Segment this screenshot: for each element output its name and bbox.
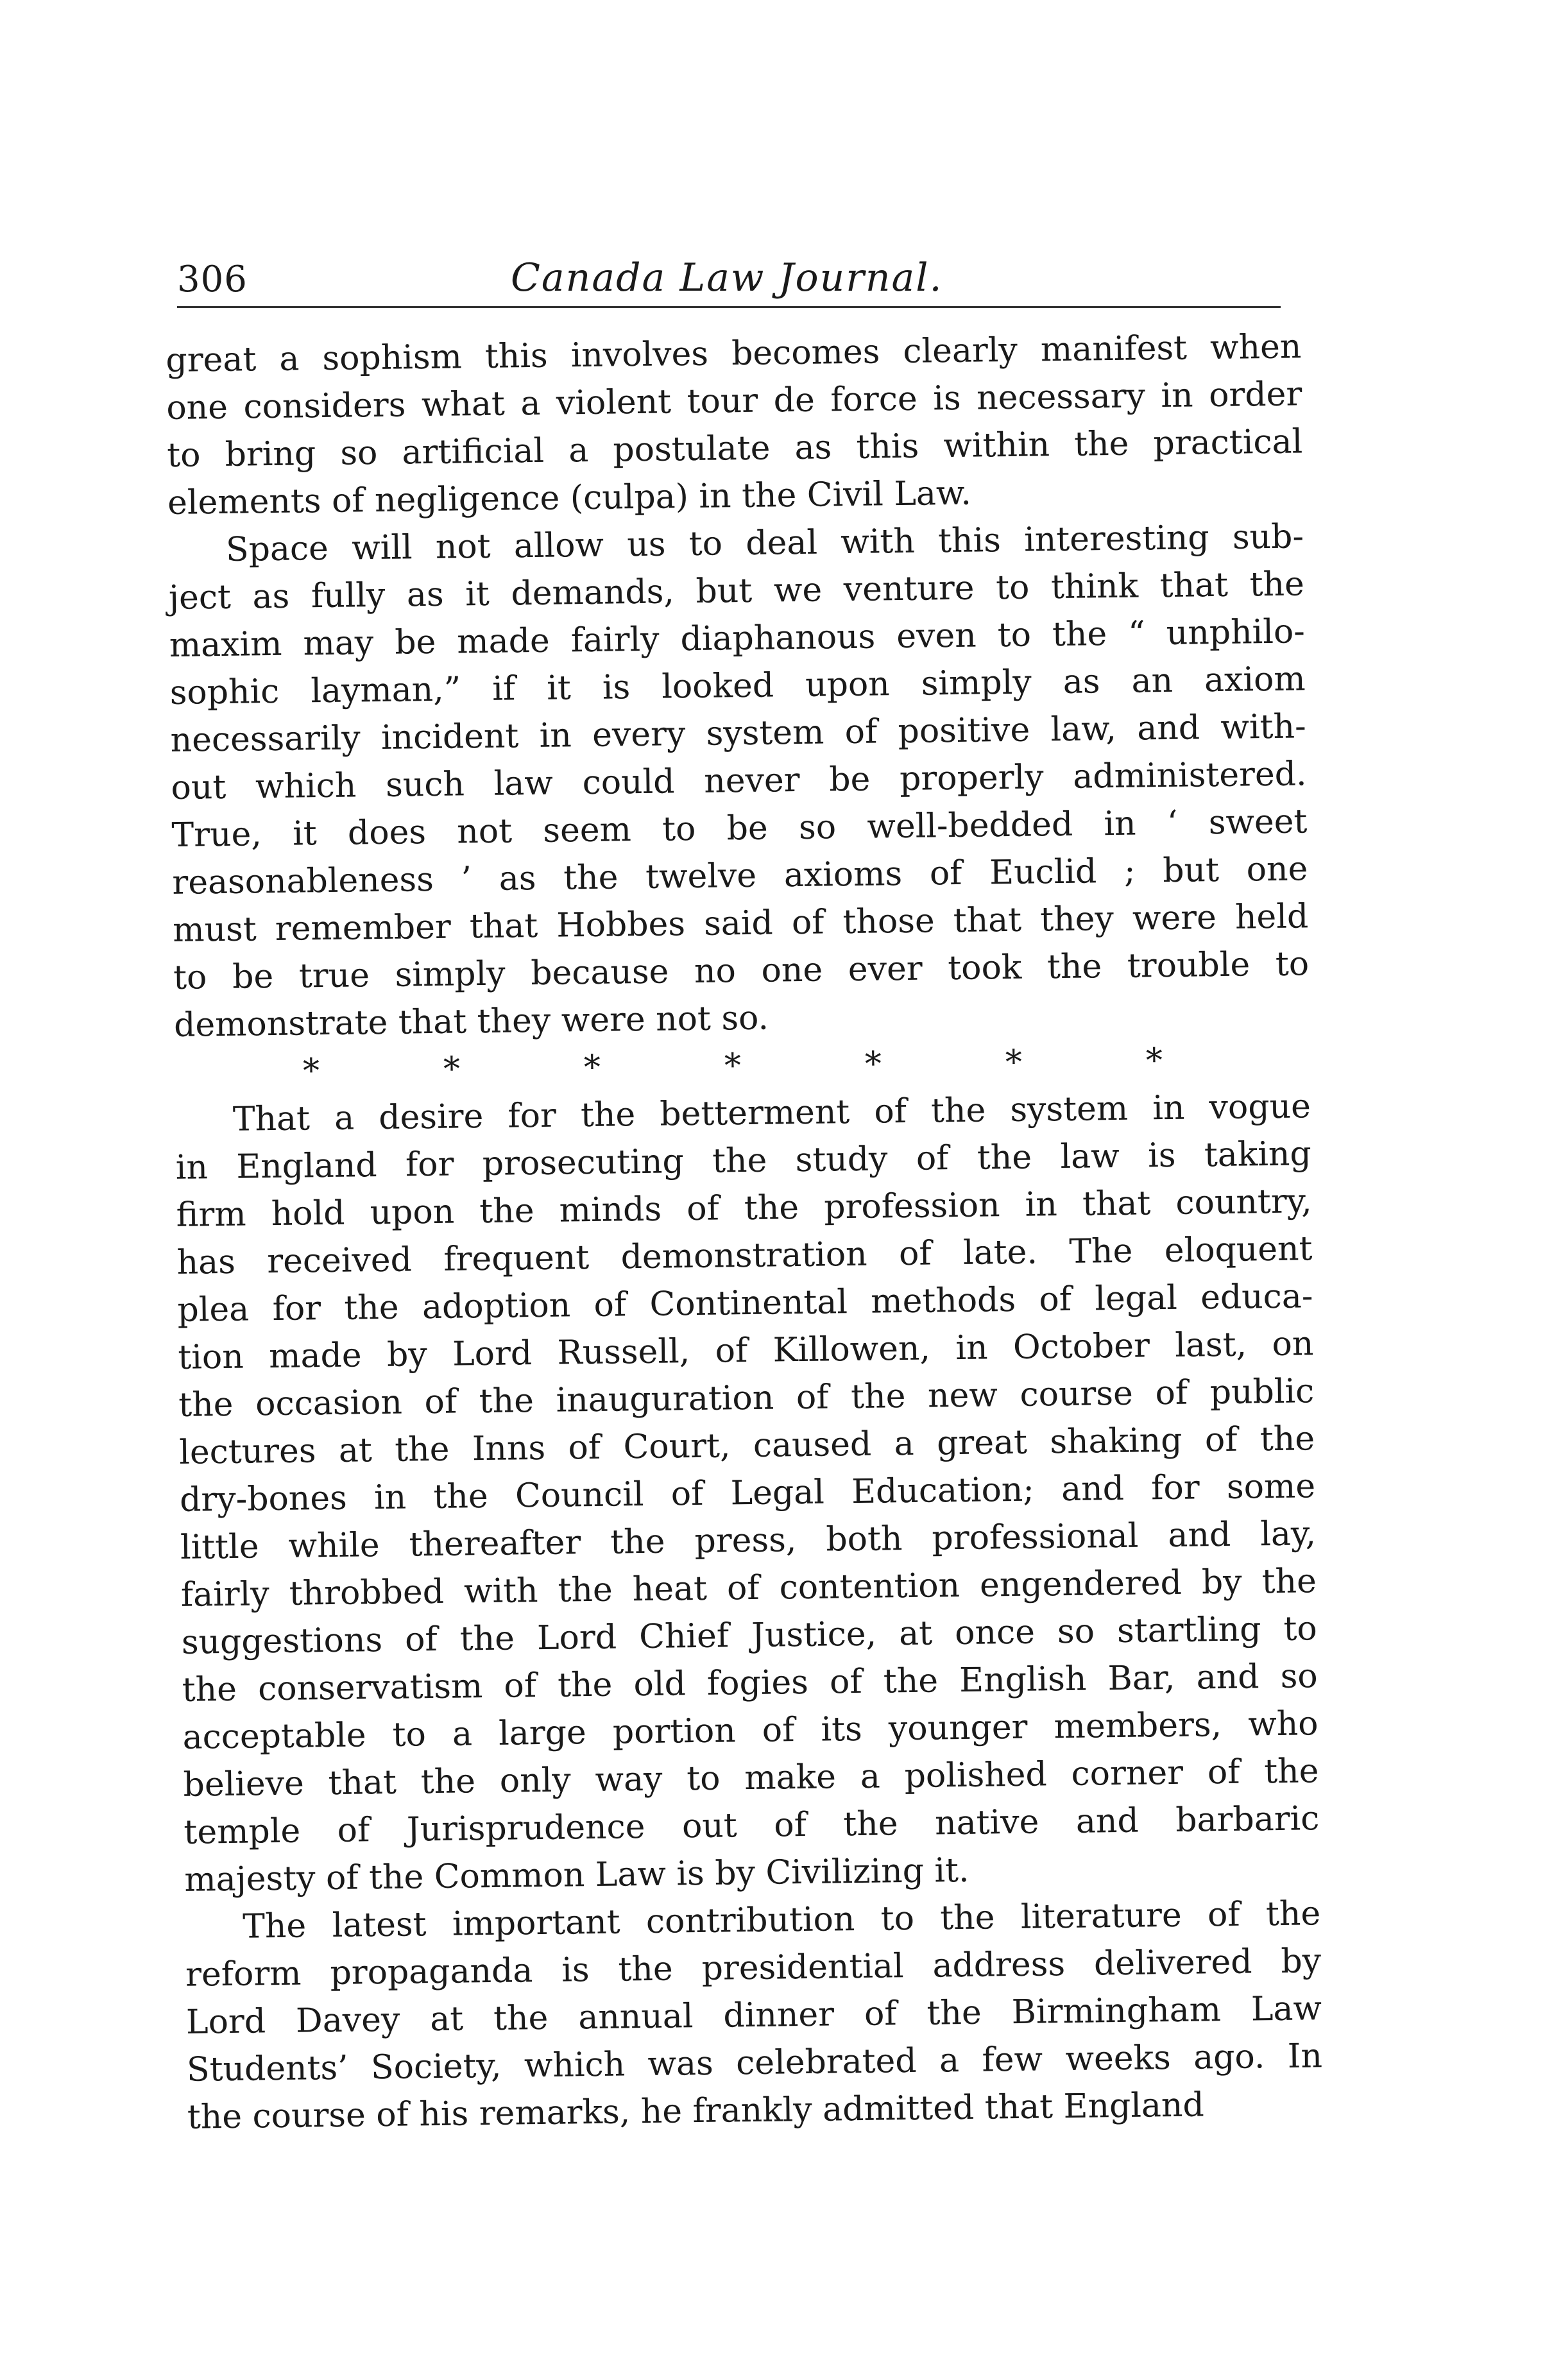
text-line: in England for prosecuting the study of the law is taking [175, 1134, 1312, 1187]
separator-asterisk: * [583, 1048, 601, 1088]
paragraph [168, 513, 1310, 1049]
text-line: the conservatism of the old fogies of the English Bar, and so [182, 1657, 1318, 1709]
text-line: fairly throbbed with the heat of contention engendered by the [180, 1562, 1317, 1614]
text-line: suggestions of the Lord Chief Justice, at once so startling to [181, 1609, 1318, 1662]
paragraph [175, 1083, 1320, 1904]
page-number: 306 [177, 259, 248, 300]
paragraph [185, 1890, 1323, 2141]
text-line: firm hold upon the minds of the profession in that country, [176, 1182, 1312, 1235]
text-line: tion made by Lord Russell, of Killowen, in October last, on [178, 1324, 1314, 1377]
text-line: That a desire for the betterment of the system in vogue [232, 1087, 1311, 1139]
header-rule [177, 306, 1281, 308]
text-line: True, it does not seem to be so well-bedded in ‘ sweet [171, 802, 1308, 855]
text-line: Space will not allow us to deal with this interesting sub- [225, 517, 1304, 569]
separator-asterisk: * [1005, 1043, 1023, 1083]
separator-asterisk: * [1145, 1041, 1163, 1081]
text-line: elements of negligence (culpa) in the Civil Law. [167, 474, 972, 522]
text-line: majesty of the Common Law is by Civilizing it. [184, 1851, 969, 1899]
text-line: to be true simply because no one ever took the trouble to [173, 945, 1310, 997]
text-line: must remember that Hobbes said of those that they were held [172, 897, 1309, 950]
separator-asterisk: * [864, 1045, 882, 1084]
text-line: necessarily incident in every system of positive law, and with- [170, 707, 1306, 760]
text-line: demonstrate that they were not so. [173, 998, 769, 1045]
text-line: Lord Davey at the annual dinner of the Birmingham Law [185, 1989, 1322, 2042]
text-line: reasonableness ’ as the twelve axioms of Euclid ; but one [172, 850, 1308, 902]
journal-title: Canada Law Journal. [511, 255, 943, 300]
separator-asterisk: * [302, 1052, 320, 1091]
article-body [166, 323, 1323, 2141]
text-line: temple of Jurisprudence out of the native and barbaric [184, 1799, 1320, 1852]
text-line: great a sophism this involves becomes clearly manifest when [166, 327, 1302, 380]
separator-asterisk: * [724, 1047, 742, 1086]
text-line: acceptable to a large portion of its younger members, who [182, 1704, 1319, 1757]
text-line: believe that the only way to make a polished corner of the [183, 1752, 1319, 1804]
text-line: ject as fully as it demands, but we venture to think that the [168, 565, 1305, 617]
text-line: plea for the adoption of Continental methods of legal educa- [177, 1277, 1313, 1330]
text-line: maxim may be made fairly diaphanous even to the “ unphilo- [169, 612, 1306, 665]
text-line: Students’ Society, which was celebrated a few weeks ago. In [186, 2037, 1323, 2089]
text-line: The latest important contribution to the literature of the [242, 1894, 1321, 1946]
text-line: sophic layman,” if it is looked upon simply as an axiom [169, 660, 1306, 712]
text-line: one considers what a violent tour de force is necessary in order [166, 375, 1302, 427]
text-line: out which such law could never be properly administered. [171, 755, 1307, 807]
running-header [177, 244, 1281, 308]
separator-asterisk: * [443, 1050, 461, 1089]
paragraph [166, 323, 1303, 527]
text-line: the occasion of the inauguration of the new course of public [178, 1372, 1315, 1425]
text-line: little while thereafter the press, both professional and lay, [180, 1514, 1317, 1567]
text-line: the course of his remarks, he frankly admitted that England [187, 2085, 1205, 2137]
text-line: to bring so artificial a postulate as this within the practical [166, 422, 1303, 475]
text-line: reform propaganda is the presidential address delivered by [185, 1942, 1322, 1994]
text-line: dry-bones in the Council of Legal Education; and for some [179, 1467, 1316, 1520]
text-line: lectures at the Inns of Court, caused a great shaking of the [178, 1419, 1315, 1472]
text-line: has received frequent demonstration of late. The eloquent [176, 1229, 1313, 1282]
